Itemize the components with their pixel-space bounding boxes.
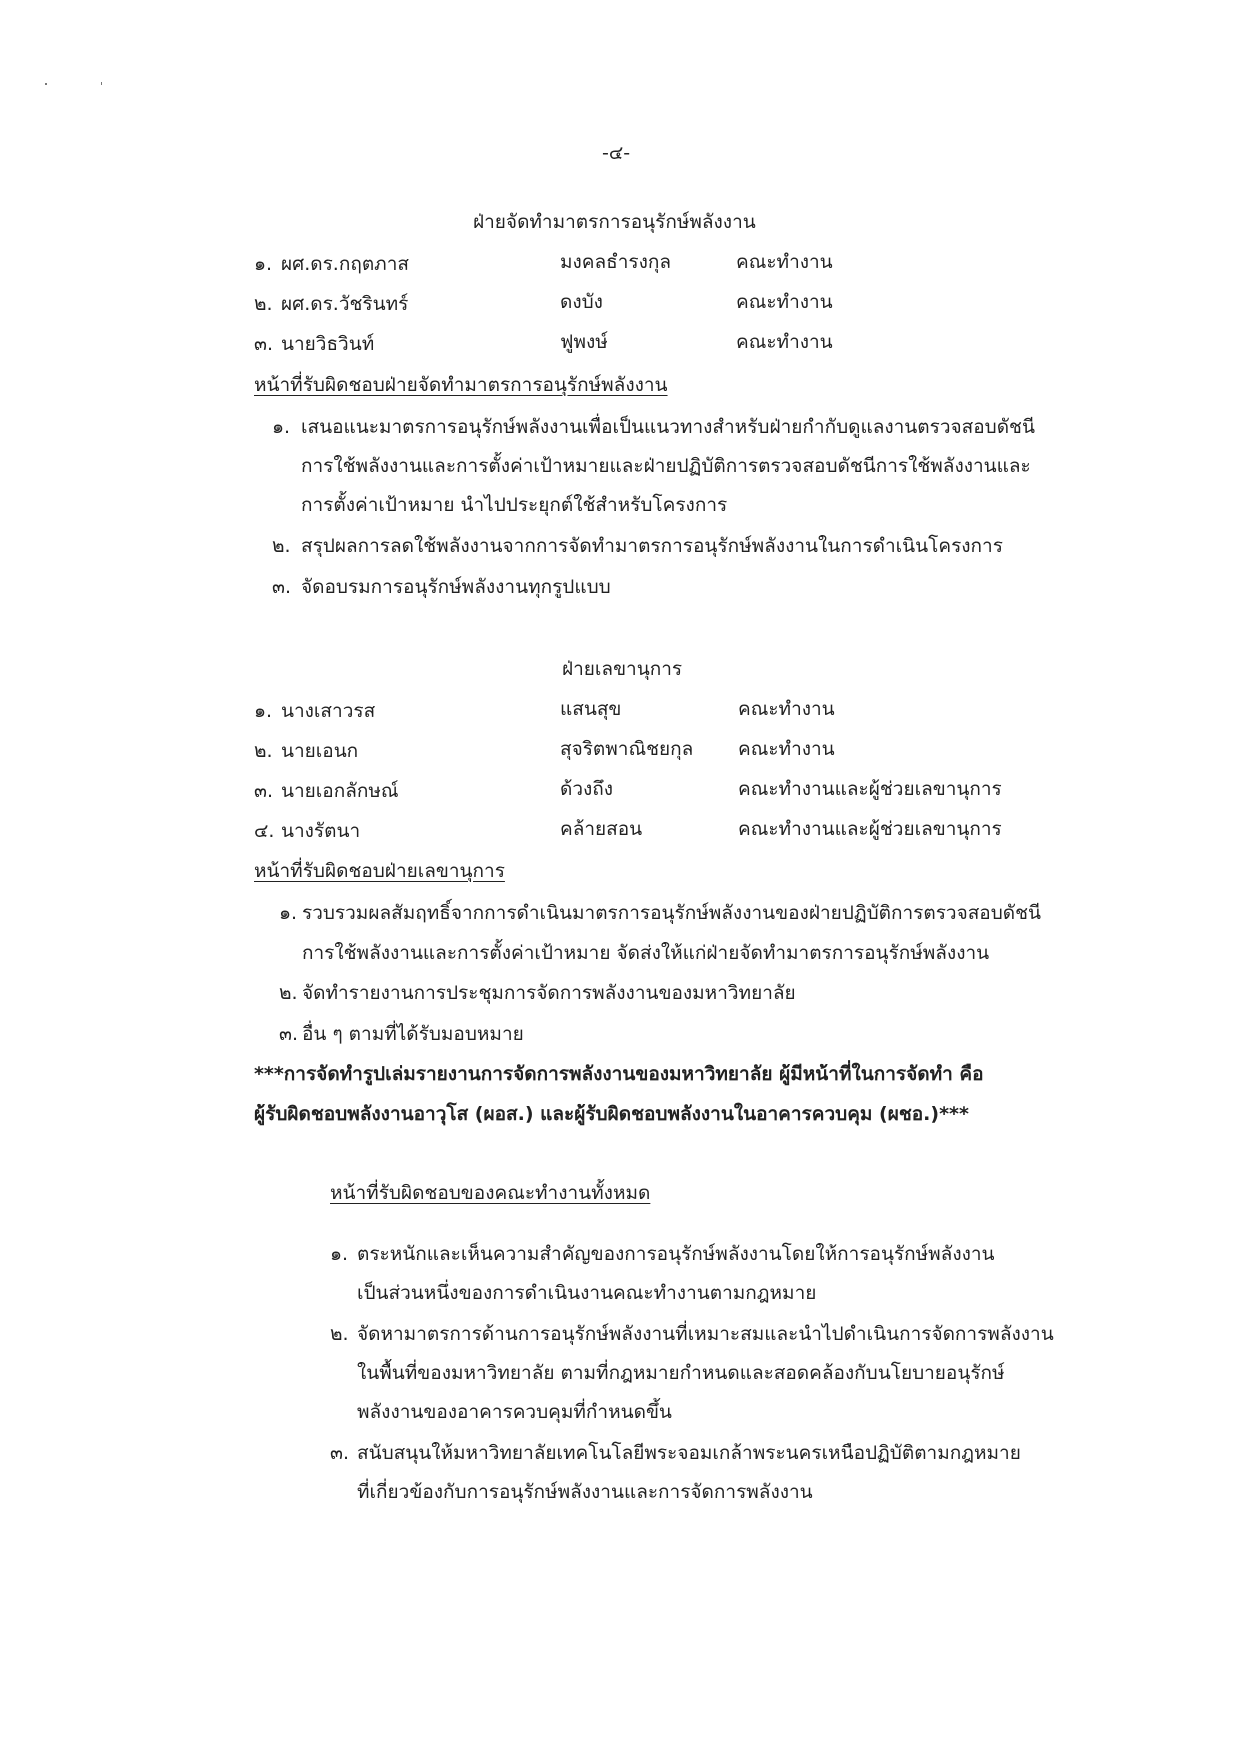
duty-line: การใช้พลังงานและการตั้งค่าเป้าหมาย จัดส่งให้แก่ฝ่ายจัดทำมาตรการอนุรักษ์พลังงาน: [302, 942, 990, 964]
member-name: นางเสาวรส: [281, 700, 376, 722]
member-role: คณะทำงาน: [736, 331, 833, 353]
member-surname: ฟูพงษ์: [560, 331, 608, 353]
duties-heading-energy: หน้าที่รับผิดชอบฝ่ายจัดทำมาตรการอนุรักษ์พลังงาน: [254, 374, 668, 396]
duty-line: อื่น ๆ ตามที่ได้รับมอบหมาย: [302, 1023, 524, 1045]
duty-num: ๓.: [279, 1023, 299, 1045]
member-num: ๓.: [254, 780, 274, 802]
duty-line: ในพื้นที่ของมหาวิทยาลัย ตามที่กฎหมายกำหนดและสอดคล้องกับนโยบายอนุรักษ์: [357, 1362, 1005, 1384]
page-number: -๔-: [602, 142, 631, 164]
duty-num: ๑.: [279, 902, 298, 924]
member-name: นายเอกลักษณ์: [281, 780, 399, 802]
member-name: นายเอนก: [281, 740, 359, 762]
duty-line: จัดทำรายงานการประชุมการจัดการพลังงานของมหาวิทยาลัย: [302, 982, 796, 1004]
member-num: ๓.: [254, 333, 274, 355]
member-name: ผศ.ดร.วัชรินทร์: [281, 293, 409, 315]
member-num: ๑.: [254, 253, 273, 275]
member-surname: สุจริตพาณิชยกุล: [560, 738, 694, 760]
member-role: คณะทำงานและผู้ช่วยเลขานุการ: [738, 818, 1002, 840]
duty-num: ๓.: [272, 576, 292, 598]
duty-line: การตั้งค่าเป้าหมาย นำไปประยุกต์ใช้สำหรับโครงการ: [301, 494, 728, 516]
member-num: ๒.: [254, 293, 273, 315]
duty-line: เป็นส่วนหนึ่งของการดำเนินงานคณะทำงานตามกฎหมาย: [357, 1282, 817, 1304]
member-name: นางรัตนา: [281, 820, 361, 842]
duty-line: สนับสนุนให้มหาวิทยาลัยเทคโนโลยีพระจอมเกล้าพระนครเหนือปฏิบัติตามกฎหมาย: [357, 1442, 1021, 1464]
member-surname: แสนสุข: [560, 698, 622, 720]
duty-line: สรุปผลการลดใช้พลังงานจากการจัดทำมาตรการอนุรักษ์พลังงานในการดำเนินโครงการ: [301, 535, 1003, 557]
member-num: ๒.: [254, 740, 273, 762]
duty-num: ๑.: [272, 416, 291, 438]
duty-line: เสนอแนะมาตรการอนุรักษ์พลังงานเพื่อเป็นแนวทางสำหรับฝ่ายกำกับดูแลงานตรวจสอบดัชนี: [301, 416, 1035, 438]
scan-speck: [101, 82, 102, 85]
note-line: ***การจัดทำรูปเล่มรายงานการจัดการพลังงานของมหาวิทยาลัย ผู้มีหน้าที่ในการจัดทำ คือ: [254, 1063, 984, 1085]
member-role: คณะทำงาน: [736, 291, 833, 313]
duties-heading-all: หน้าที่รับผิดชอบของคณะทำงานทั้งหมด: [330, 1182, 651, 1204]
member-surname: ดงบัง: [560, 291, 603, 313]
member-surname: คล้ายสอน: [560, 818, 643, 840]
member-role: คณะทำงาน: [738, 698, 835, 720]
note-line: ผู้รับผิดชอบพลังงานอาวุโส (ผอส.) และผู้รับผิดชอบพลังงานในอาคารควบคุม (ผชอ.)***: [254, 1103, 969, 1125]
duty-num: ๒.: [330, 1323, 349, 1345]
duties-heading-secretary: หน้าที่รับผิดชอบฝ่ายเลขานุการ: [254, 860, 505, 882]
duty-line: พลังงานของอาคารควบคุมที่กำหนดขึ้น: [357, 1401, 672, 1423]
scan-speck: [45, 83, 47, 85]
section-title-secretary: ฝ่ายเลขานุการ: [562, 658, 683, 680]
member-num: ๑.: [254, 700, 273, 722]
duty-line: จัดหามาตรการด้านการอนุรักษ์พลังงานที่เหมาะสมและนำไปดำเนินการจัดการพลังงาน: [357, 1323, 1054, 1345]
section-title-energy: ฝ่ายจัดทำมาตรการอนุรักษ์พลังงาน: [473, 211, 756, 233]
duty-line: การใช้พลังงานและการตั้งค่าเป้าหมายและฝ่ายปฏิบัติการตรวจสอบดัชนีการใช้พลังงานและ: [301, 455, 1031, 477]
member-surname: มงคลธำรงกุล: [560, 251, 672, 273]
member-num: ๔.: [254, 820, 275, 842]
member-name: นายวิธวินท์: [281, 333, 375, 355]
duty-line: ตระหนักและเห็นความสำคัญของการอนุรักษ์พลังงานโดยให้การอนุรักษ์พลังงาน: [357, 1243, 995, 1265]
duty-line: รวบรวมผลสัมฤทธิ์จากการดำเนินมาตรการอนุรักษ์พลังงานของฝ่ายปฏิบัติการตรวจสอบดัชนี: [302, 902, 1041, 924]
duty-line: ที่เกี่ยวข้องกับการอนุรักษ์พลังงานและการจัดการพลังงาน: [357, 1481, 813, 1503]
duty-num: ๒.: [279, 982, 298, 1004]
member-name: ผศ.ดร.กฤตภาส: [281, 253, 409, 275]
duty-num: ๒.: [272, 535, 291, 557]
duty-line: จัดอบรมการอนุรักษ์พลังงานทุกรูปแบบ: [301, 576, 611, 598]
member-role: คณะทำงานและผู้ช่วยเลขานุการ: [738, 778, 1002, 800]
member-role: คณะทำงาน: [738, 738, 835, 760]
member-role: คณะทำงาน: [736, 251, 833, 273]
duty-num: ๓.: [330, 1442, 350, 1464]
member-surname: ด้วงถึง: [560, 778, 614, 800]
duty-num: ๑.: [330, 1243, 349, 1265]
